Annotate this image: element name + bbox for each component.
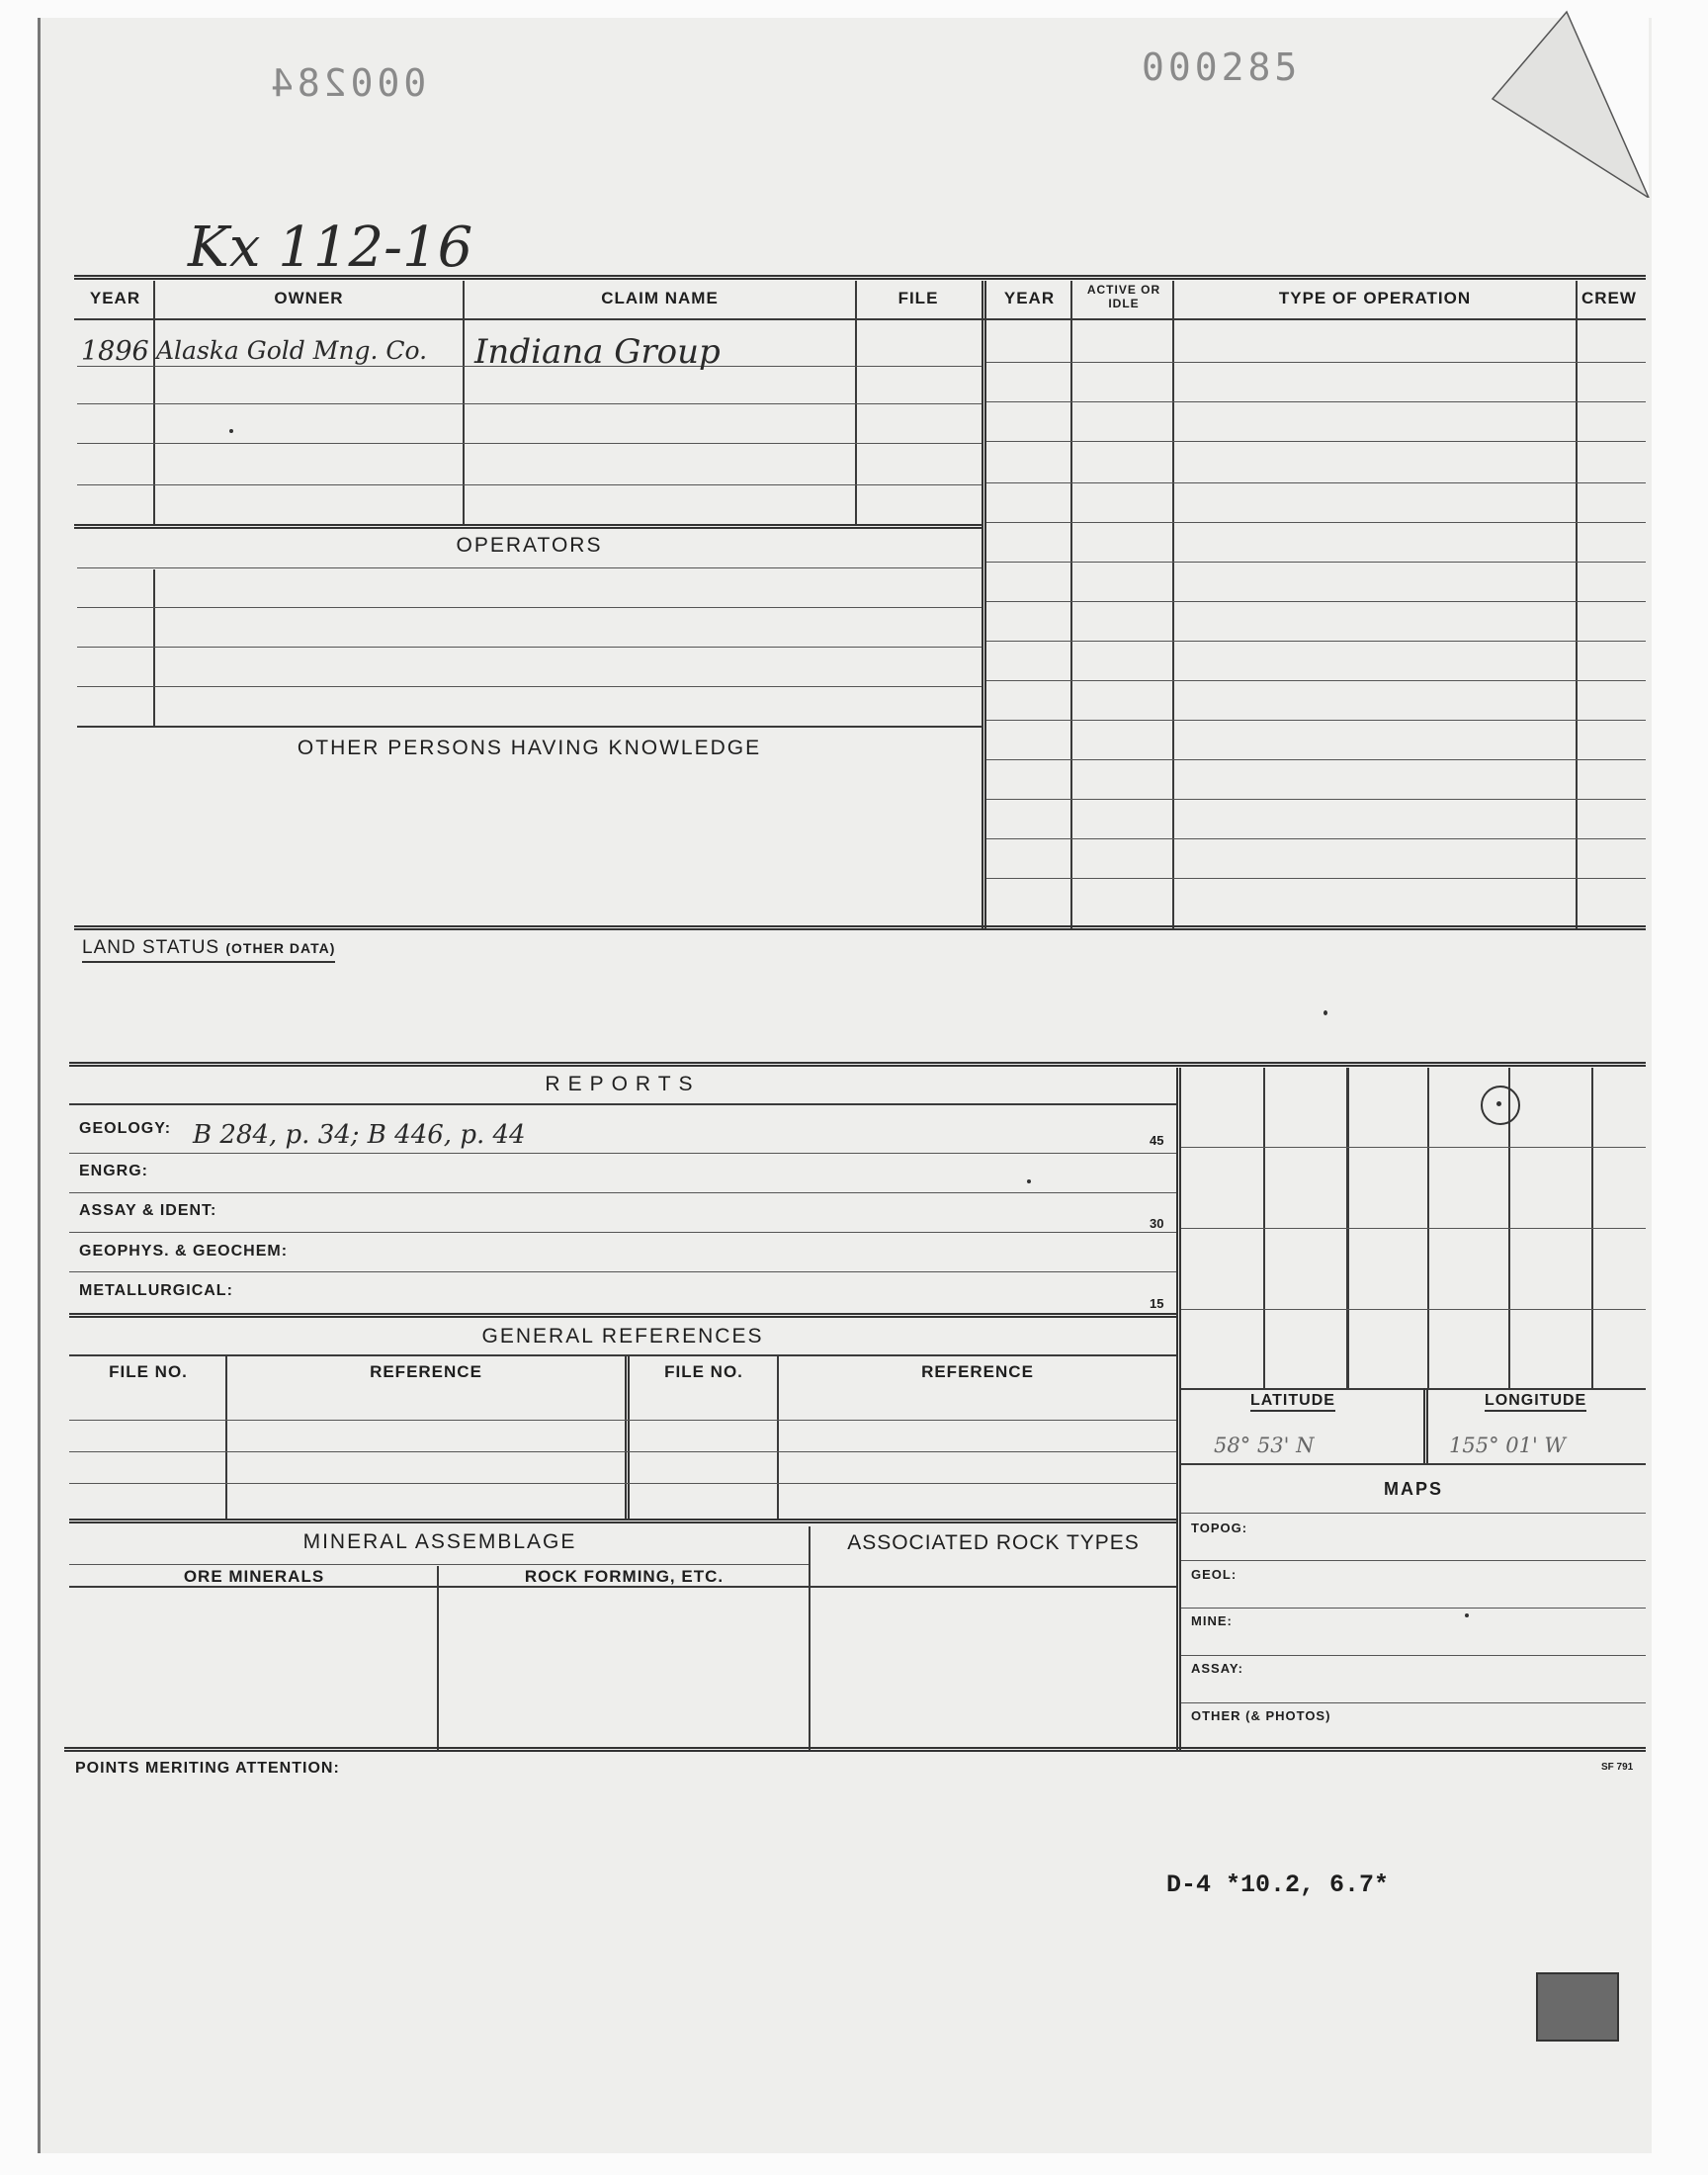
engrg-label: ENGRG: <box>79 1163 148 1179</box>
geology-value: B 284, p. 34; B 446, p. 44 <box>193 1120 526 1150</box>
land-status-heading: LAND STATUS (OTHER DATA) <box>82 937 335 963</box>
ore-minerals-heading: ORE MINERALS <box>183 1567 325 1586</box>
maps-other-label: OTHER (& PHOTOS) <box>1191 1708 1331 1723</box>
top-border <box>74 275 1646 280</box>
col-year: YEAR <box>89 289 141 307</box>
col-active-idle: ACTIVE OR IDLE <box>1086 283 1161 310</box>
scale-tick-15: 15 <box>1150 1296 1164 1311</box>
col-type-of-operation: TYPE OF OPERATION <box>1278 289 1472 307</box>
rock-forming-heading: ROCK FORMING, ETC. <box>524 1567 725 1586</box>
mineral-assemblage-heading: MINERAL ASSEMBLAGE <box>302 1530 577 1553</box>
file-id: Kx 112-16 <box>188 216 473 280</box>
scale-tick-45: 45 <box>1150 1133 1164 1148</box>
claim-year: 1896 <box>81 336 149 367</box>
geology-label: GEOLOGY: <box>79 1120 172 1137</box>
claim-name: Indiana Group <box>474 332 721 372</box>
maps-mine-label: MINE: <box>1191 1613 1233 1628</box>
col-crew: CREW <box>1581 289 1637 307</box>
stamp-number: 000285 <box>1142 45 1302 89</box>
maps-assay-label: ASSAY: <box>1191 1661 1243 1676</box>
geophys-label: GEOPHYS. & GEOCHEM: <box>79 1243 289 1260</box>
reports-heading: REPORTS <box>545 1073 701 1095</box>
col-owner: OWNER <box>274 289 344 307</box>
other-persons-heading: OTHER PERSONS HAVING KNOWLEDGE <box>297 737 762 759</box>
ref-col-file-no-2: FILE NO. <box>664 1362 743 1381</box>
coordinates-note: D-4 *10.2, 6.7* <box>1166 1870 1390 1899</box>
scale-tick-30: 30 <box>1150 1216 1164 1231</box>
stamp-mirrored: 000284 <box>267 61 427 105</box>
latitude-value: 58° 53' N <box>1214 1434 1315 1457</box>
latitude-label: LATITUDE <box>1250 1392 1335 1412</box>
ref-col-file-no-1: FILE NO. <box>109 1362 188 1381</box>
longitude-label: LONGITUDE <box>1485 1392 1586 1412</box>
col-op-year: YEAR <box>1003 289 1056 307</box>
associated-rock-types-heading: ASSOCIATED ROCK TYPES <box>847 1531 1140 1554</box>
form-code: SF 791 <box>1601 1762 1634 1773</box>
gray-tab-marker <box>1536 1972 1619 2042</box>
maps-geol-label: GEOL: <box>1191 1567 1238 1582</box>
location-dot <box>1496 1101 1501 1106</box>
assay-ident-label: ASSAY & IDENT: <box>79 1202 217 1219</box>
longitude-value: 155° 01' W <box>1449 1434 1567 1457</box>
operators-heading: OPERATORS <box>456 534 603 557</box>
general-references-heading: GENERAL REFERENCES <box>481 1325 764 1348</box>
ref-col-reference-2: REFERENCE <box>921 1362 1034 1381</box>
table-divider <box>982 281 986 928</box>
col-file: FILE <box>897 289 939 307</box>
points-meriting-attention-label: POINTS MERITING ATTENTION: <box>75 1760 340 1777</box>
ref-col-reference-1: REFERENCE <box>370 1362 482 1381</box>
claim-owner: Alaska Gold Mng. Co. <box>156 336 428 365</box>
metallurgical-label: METALLURGICAL: <box>79 1282 233 1299</box>
maps-topog-label: TOPOG: <box>1191 1521 1248 1535</box>
maps-heading: MAPS <box>1383 1479 1443 1499</box>
col-claim-name: CLAIM NAME <box>601 289 719 307</box>
